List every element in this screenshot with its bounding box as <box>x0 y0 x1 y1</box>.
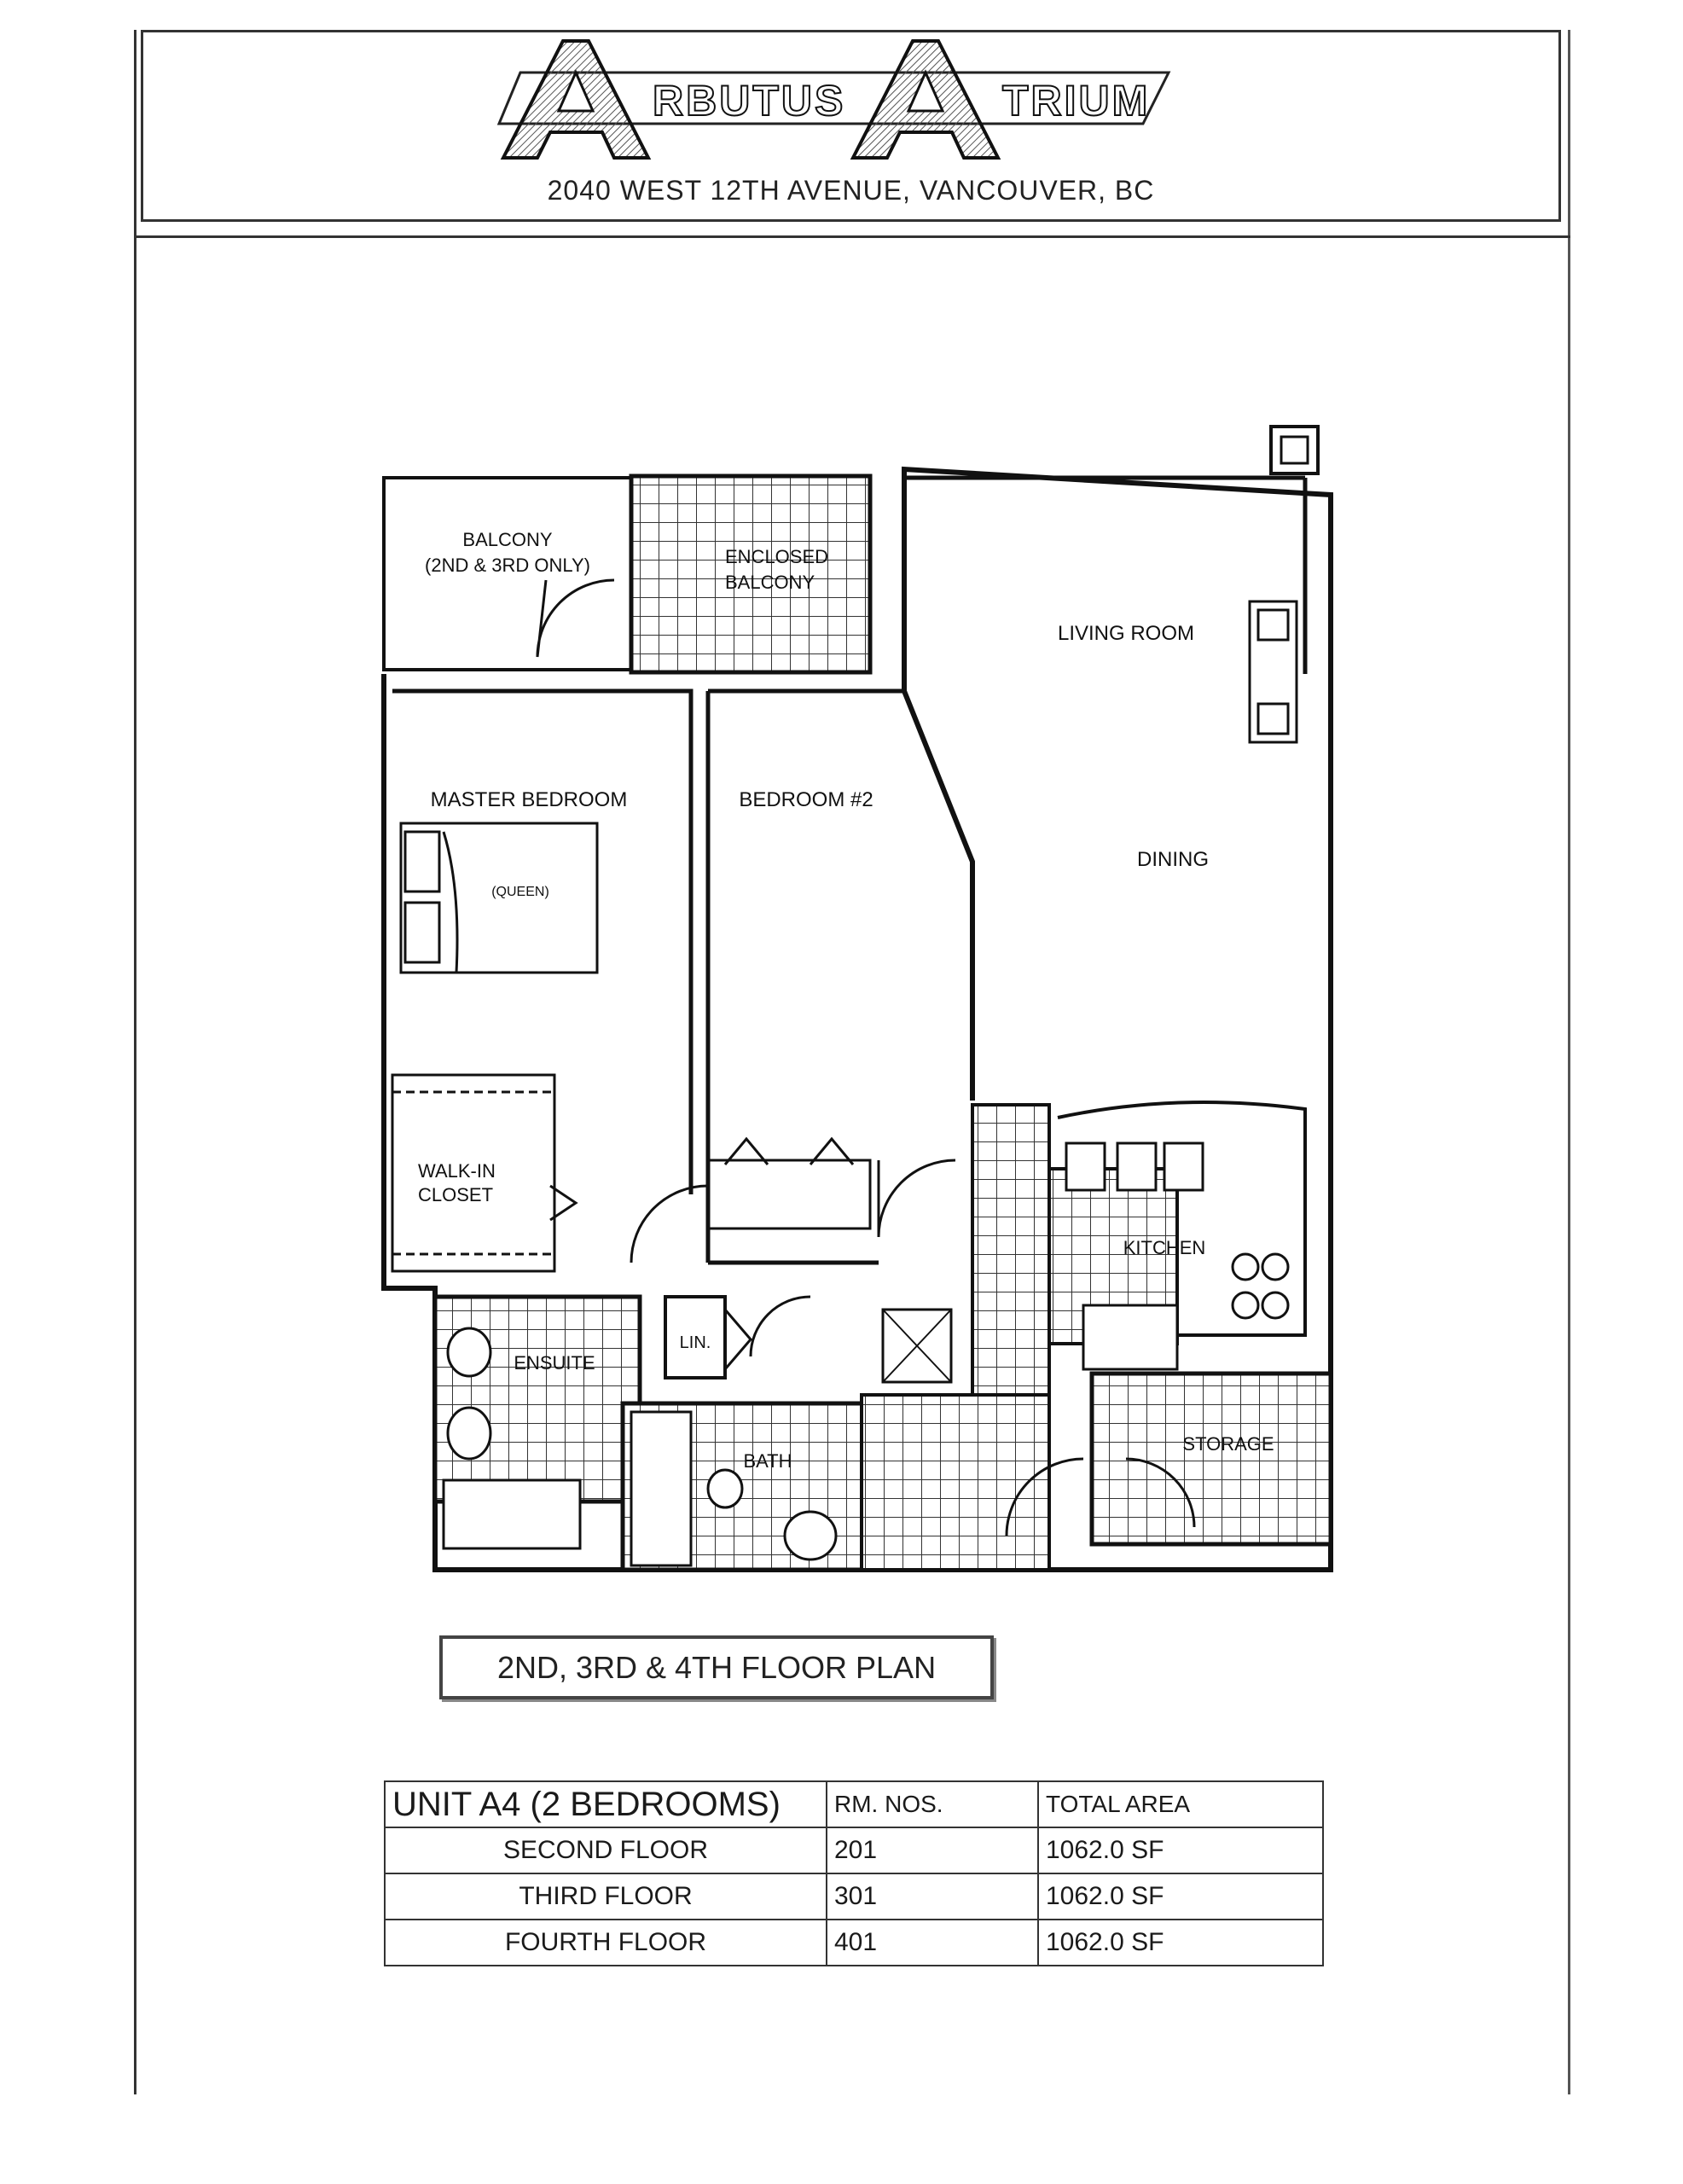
table-row <box>385 1827 1323 1873</box>
arbutus-atrium-logo <box>495 34 1177 171</box>
bed-size-label: (QUEEN) <box>491 885 549 899</box>
page-frame-left <box>134 30 136 2094</box>
storage-label: STORAGE <box>1182 1433 1274 1455</box>
unit-title: UNIT A4 (2 BEDROOMS) <box>385 1781 827 1827</box>
floor-plan <box>358 410 1365 1587</box>
ensuite-label: ENSUITE <box>514 1352 595 1374</box>
kitchen-label: KITCHEN <box>1123 1237 1206 1258</box>
area-cell: 1062.0 SF <box>1038 1873 1323 1920</box>
bath-label: BATH <box>743 1450 792 1472</box>
table-row <box>385 1873 1323 1920</box>
enclosed-balcony-label-1: ENCLOSED <box>725 546 829 567</box>
master-bedroom-walls <box>392 691 691 1194</box>
bedroom-2-walls <box>708 691 904 1263</box>
room-number-cell: 401 <box>827 1920 1038 1966</box>
area-column-header: TOTAL AREA <box>1038 1781 1323 1827</box>
address: 2040 WEST 12TH AVENUE, VANCOUVER, BC <box>547 175 1155 206</box>
column-detail <box>1271 427 1318 473</box>
enclosed-balcony-label-2: BALCONY <box>725 572 815 593</box>
floor-cell: THIRD FLOOR <box>385 1873 827 1920</box>
svg-text:RBUTUS: RBUTUS <box>653 77 846 125</box>
dining-label: DINING <box>1137 848 1209 871</box>
balcony-label: BALCONY <box>462 529 553 550</box>
table-row <box>385 1920 1323 1966</box>
rooms-column-header: RM. NOS. <box>827 1781 1038 1827</box>
living-room-label: LIVING ROOM <box>1057 622 1195 645</box>
room-number-cell: 301 <box>827 1873 1038 1920</box>
unit-table <box>384 1780 1324 1966</box>
page-frame-right <box>1568 30 1570 2094</box>
walk-in-label-1: WALK-IN <box>418 1160 496 1182</box>
area-cell: 1062.0 SF <box>1038 1920 1323 1966</box>
floor-plan-title: 2ND, 3RD & 4TH FLOOR PLAN <box>439 1635 994 1699</box>
floor-cell: FOURTH FLOOR <box>385 1920 827 1966</box>
floor-cell: SECOND FLOOR <box>385 1827 827 1873</box>
header-rule <box>134 235 1570 238</box>
bedroom-2-label: BEDROOM #2 <box>739 788 873 811</box>
fireplace <box>1250 601 1297 742</box>
balcony-note-label: (2ND & 3RD ONLY) <box>425 555 590 576</box>
svg-text:TRIUM: TRIUM <box>1002 77 1151 125</box>
walk-in-label-2: CLOSET <box>418 1184 494 1205</box>
area-cell: 1062.0 SF <box>1038 1827 1323 1873</box>
master-bedroom-label: MASTER BEDROOM <box>430 788 628 811</box>
unit-table-header <box>385 1781 1323 1827</box>
room-number-cell: 201 <box>827 1827 1038 1873</box>
linen-label: LIN. <box>679 1333 711 1352</box>
